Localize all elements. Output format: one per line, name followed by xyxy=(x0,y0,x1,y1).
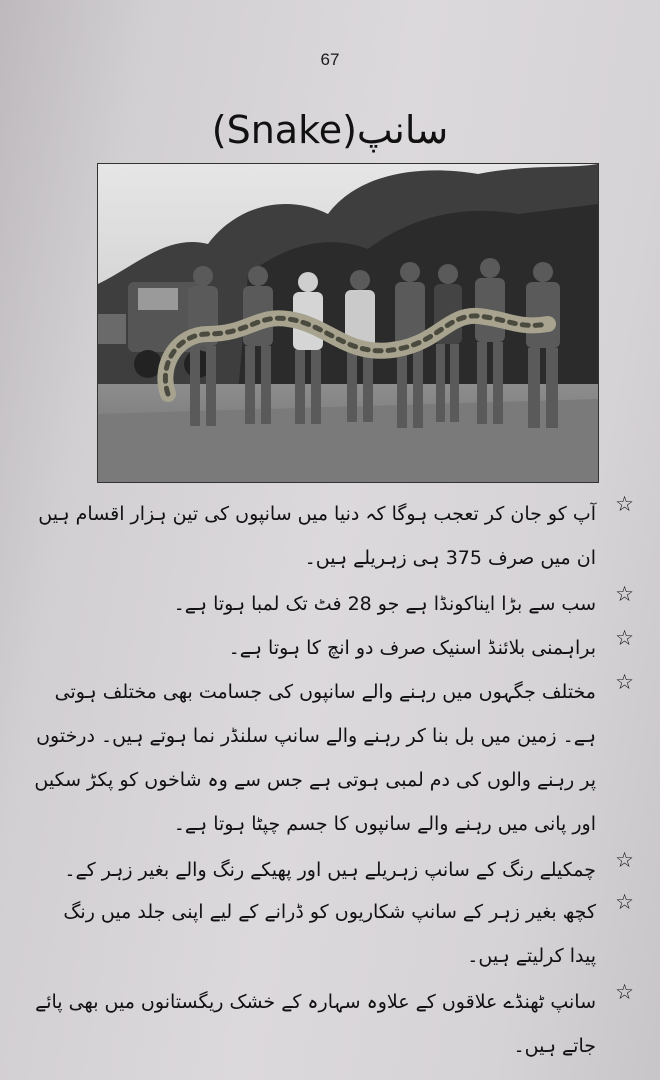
list-item xyxy=(34,670,634,846)
page-number: 67 xyxy=(320,50,340,69)
list-item xyxy=(34,890,634,978)
star-outline-icon: ☆ xyxy=(615,626,634,650)
star-outline-icon: ☆ xyxy=(615,890,634,914)
list-item xyxy=(34,626,634,670)
list-item-text: سانپ ٹھنڈے علاقوں کے علاوہ سہارہ کے خشک ریگستانوں میں بھی پائے جاتے ہیں۔ xyxy=(35,991,596,1057)
star-outline-icon: ☆ xyxy=(615,670,634,694)
list-item-text: چمکیلے رنگ کے سانپ زہریلے ہیں اور پھیکے رنگ والے بغیر زہر کے۔ xyxy=(64,859,596,881)
list-item xyxy=(34,980,634,1068)
list-item-text: مختلف جگہوں میں رہنے والے سانپوں کی جسامت بھی مختلف ہوتی ہے۔ زمین میں بل بنا کر رہنے والے سانپ سلنڈر نما ہوتے ہیں۔ درختوں پر رہنے والوں کی دم لمبی ہوتی ہے جس سے وہ شاخوں کو پکڑ سکیں اور پانی میں رہنے والے سانپوں کا جسم چپٹا ہوتا ہے۔ xyxy=(34,681,596,835)
list-item xyxy=(34,582,634,626)
star-outline-icon: ☆ xyxy=(615,848,634,872)
list-item-text: براہمنی بلائنڈ اسنیک صرف دو انچ کا ہوتا ہے۔ xyxy=(228,637,596,659)
list-item-text: کچھ بغیر زہر کے سانپ شکاریوں کو ڈرانے کے لیے اپنی جلد میں رنگ پیدا کرلیتے ہیں۔ xyxy=(63,901,596,967)
list-item xyxy=(34,848,634,892)
photograph-illustration xyxy=(98,164,598,482)
star-outline-icon: ☆ xyxy=(615,980,634,1004)
list-item xyxy=(34,492,634,580)
list-item-text: آپ کو جان کر تعجب ہوگا کہ دنیا میں سانپوں کی تین ہزار اقسام ہیں ان میں صرف 375 ہی زہریلے ہیں۔ xyxy=(38,503,596,569)
list-item-text: سب سے بڑا ایناکونڈا ہے جو 28 فٹ تک لمبا ہوتا ہے۔ xyxy=(173,593,596,615)
page-title: سانپ(Snake) xyxy=(211,108,449,152)
star-outline-icon: ☆ xyxy=(615,492,634,516)
snake-photo xyxy=(97,163,599,483)
star-outline-icon: ☆ xyxy=(615,582,634,606)
bullet-list xyxy=(0,492,660,1072)
